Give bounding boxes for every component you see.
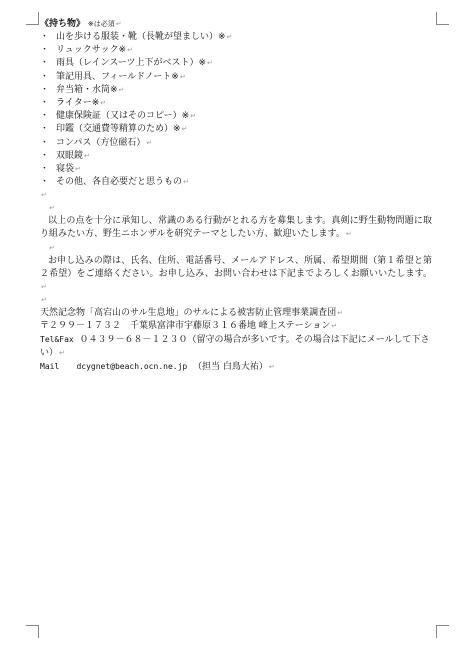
bullet-icon: ・	[40, 58, 50, 69]
bullet-icon: ・	[40, 111, 50, 122]
paragraph-mark: ↵	[181, 125, 188, 134]
crop-mark-top-left	[26, 12, 39, 25]
application-paragraph	[40, 255, 432, 295]
mail-address[interactable]: dcygnet@beach.ocn.ne.jp	[76, 362, 188, 372]
list-item	[40, 31, 432, 44]
list-item-text: リュックサック※	[56, 45, 127, 56]
paragraph-mark: ↵	[84, 151, 90, 160]
telfax-text: ０４３９－６８－１２３０（留守の場合が多いです。その場合は下記にメールして下さい）	[40, 335, 430, 359]
bullet-icon: ・	[40, 150, 50, 161]
bullet-icon: ・	[40, 97, 50, 108]
mail-person: （担当 白鳥大祐）	[192, 362, 268, 373]
list-item-text: 健康保険証（又はそのコピー）※	[56, 111, 190, 122]
paragraph-mark: ↵	[41, 283, 47, 292]
paragraph-mark: ↵	[59, 349, 65, 358]
paragraph-mark: ↵	[41, 191, 47, 200]
paragraph-mark: ↵	[127, 46, 133, 55]
list-item	[40, 97, 432, 110]
list-item-text: 弁当箱・水筒※	[56, 84, 118, 95]
paragraph-mark: ↵	[226, 33, 233, 41]
bullet-icon: ・	[40, 45, 50, 56]
list-item-text: その他、各自必要だと思うもの	[56, 177, 183, 188]
list-item-text: 双眼鏡	[56, 150, 84, 161]
paragraph-mark: ↵	[179, 72, 186, 81]
bullet-icon: ・	[40, 177, 50, 188]
paragraph-mark: ↵	[146, 138, 153, 147]
bullet-icon: ・	[40, 32, 50, 42]
telfax-label: Tel&Fax	[40, 335, 74, 345]
empty-paragraph	[40, 189, 432, 202]
belongings-title: 《持ち物》	[40, 19, 86, 29]
crop-mark-bottom-left	[26, 625, 39, 638]
list-item-text: 雨具（レインスーツ上下がベスト）※	[56, 58, 207, 69]
crop-mark-bottom-right	[436, 625, 449, 638]
bullet-icon: ・	[40, 71, 50, 82]
contact-address	[40, 320, 432, 333]
list-item	[40, 44, 432, 57]
list-item	[40, 57, 432, 70]
list-item	[40, 137, 432, 150]
paragraph-mark: ↵	[331, 322, 338, 331]
list-item	[40, 110, 432, 123]
empty-paragraph	[40, 202, 432, 215]
paragraph-mark: ↵	[183, 178, 189, 187]
paragraph-mark: ↵	[41, 296, 47, 305]
bullet-icon: ・	[40, 137, 50, 148]
bullet-icon: ・	[40, 84, 50, 95]
list-item-text: ライター※	[56, 97, 100, 108]
paragraph-mark: ↵	[207, 59, 213, 68]
list-item	[40, 176, 432, 189]
paragraph-mark: ↵	[118, 85, 125, 94]
crop-mark-top-right	[436, 12, 449, 25]
mail-label: Mail	[40, 362, 60, 372]
paragraph-mark: ↵	[337, 309, 343, 318]
paragraph-mark: ↵	[75, 164, 81, 173]
list-item	[40, 123, 432, 136]
document-body	[40, 18, 432, 374]
contact-mail	[40, 360, 432, 374]
contact-telfax	[40, 333, 432, 360]
paragraph-mark: ↵	[49, 204, 55, 213]
address-text: 〒２９９－１７３２ 千葉県富津市宇藤原３１６番地 峰上ステーション	[40, 321, 331, 332]
list-item	[40, 163, 432, 176]
belongings-list	[40, 31, 432, 189]
list-item-text: 寝袋	[56, 163, 75, 174]
list-item	[40, 84, 432, 97]
recruitment-text: 以上の点を十分に承知し、常識のある行動がとれる方を募集します。真剣に野生動物問題に取り組みたい方、野生ニホンザルを研究テーマとしたい方、歓迎いたします。	[40, 216, 432, 240]
recruitment-paragraph	[40, 215, 432, 241]
list-item-text: 筆記用具、フィールドノート※	[56, 71, 179, 82]
paragraph-mark: ↵	[49, 243, 55, 252]
list-item-text: 山を歩ける服装・靴（長靴が望ましい）※	[56, 32, 226, 42]
bullet-icon: ・	[40, 163, 50, 174]
bullet-icon: ・	[40, 124, 50, 135]
paragraph-mark: ↵	[268, 363, 275, 372]
list-item	[40, 71, 432, 84]
paragraph-mark: ↵	[115, 20, 122, 28]
organization-text: 天然記念物「高宕山のサル生息地」のサルによる被害防止管理事業調査団	[40, 308, 337, 319]
application-text: お申し込みの際は、氏名、住所、電話番号、メールアドレス、所属、希望期間（第１希望と第２希望）をご連絡ください。お申し込み、お問い合わせは下記までよろしくお願いいたします。	[40, 255, 432, 279]
paragraph-mark: ↵	[190, 112, 197, 121]
list-item	[40, 150, 432, 163]
paragraph-mark: ↵	[345, 230, 352, 239]
required-note: ※は必須	[87, 20, 115, 28]
list-item-text: コンパス（方位磁石）	[56, 137, 146, 148]
list-item-text: 印鑑（交通費等精算のため）※	[56, 124, 181, 135]
paragraph-mark: ↵	[100, 98, 107, 107]
contact-organization	[40, 307, 432, 320]
empty-paragraph	[40, 242, 432, 255]
empty-paragraph	[40, 294, 432, 307]
belongings-heading	[40, 18, 432, 31]
